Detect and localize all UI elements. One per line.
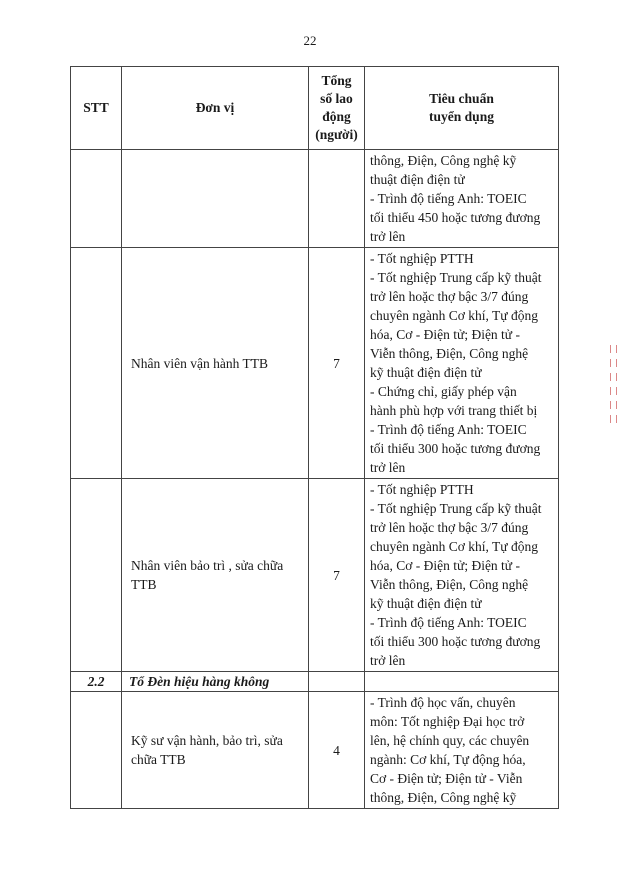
cell-unit: Nhân viên bảo trì , sửa chữa TTB — [122, 479, 309, 672]
table-row — [71, 692, 559, 809]
cell-stt — [71, 150, 122, 248]
cell-criteria: - Tốt nghiệp PTTH - Tốt nghiệp Trung cấp kỹ thuật trở lên hoặc thợ bậc 3/7 đúng chuyên ngành Cơ khí, Tự động hóa, Cơ - Điện tử; Điện tử - Viễn thông, Điện, Công nghệ kỹ thuật điện điện tử - Chứng chỉ, giấy phép vận hành phù hợp với trang thiết bị - Trình độ tiếng Anh: TOEIC tối thiểu 300 hoặc tương đương trở lên — [365, 248, 559, 479]
header-criteria: Tiêu chuẩn tuyển dụng — [365, 67, 559, 150]
cell-criteria: - Tốt nghiệp PTTH - Tốt nghiệp Trung cấp kỹ thuật trở lên hoặc thợ bậc 3/7 đúng chuyên ngành Cơ khí, Tự động hóa, Cơ - Điện tử; Điện tử - Viễn thông, Điện, Công nghệ kỹ thuật điện điện tử - Trình độ tiếng Anh: TOEIC tối thiểu 300 hoặc tương đương trở lên — [365, 479, 559, 672]
cell-unit: Kỹ sư vận hành, bảo trì, sửa chữa TTB — [122, 692, 309, 809]
table-row — [71, 248, 559, 479]
margin-stamp-mark — [609, 345, 618, 455]
header-count: Tổng số lao động (người) — [309, 67, 365, 150]
cell-unit — [122, 150, 309, 248]
cell-count — [309, 672, 365, 692]
table-row — [71, 150, 559, 248]
table-header-row — [71, 67, 559, 150]
cell-criteria: - Trình độ học vấn, chuyên môn: Tốt nghiệp Đại học trở lên, hệ chính quy, các chuyên ngành: Cơ khí, Tự động hóa, Cơ - Điện tử; Điện tử - Viễn thông, Điện, Công nghệ kỹ — [365, 692, 559, 809]
cell-unit: Nhân viên vận hành TTB — [122, 248, 309, 479]
section-number: 2.2 — [71, 672, 122, 692]
cell-count — [309, 150, 365, 248]
section-row — [71, 672, 559, 692]
section-title: Tổ Đèn hiệu hàng không — [122, 672, 309, 692]
table-row — [71, 479, 559, 672]
cell-count: 4 — [309, 692, 365, 809]
cell-stt — [71, 479, 122, 672]
cell-stt — [71, 692, 122, 809]
recruitment-table — [70, 66, 559, 809]
cell-criteria — [365, 672, 559, 692]
cell-stt — [71, 248, 122, 479]
header-stt: STT — [71, 67, 122, 150]
cell-criteria: thông, Điện, Công nghệ kỹ thuật điện điện tử - Trình độ tiếng Anh: TOEIC tối thiểu 450 hoặc tương đương trở lên — [365, 150, 559, 248]
cell-count: 7 — [309, 479, 365, 672]
cell-count: 7 — [309, 248, 365, 479]
page-number: 22 — [303, 33, 317, 48]
header-unit: Đơn vị — [122, 67, 309, 150]
